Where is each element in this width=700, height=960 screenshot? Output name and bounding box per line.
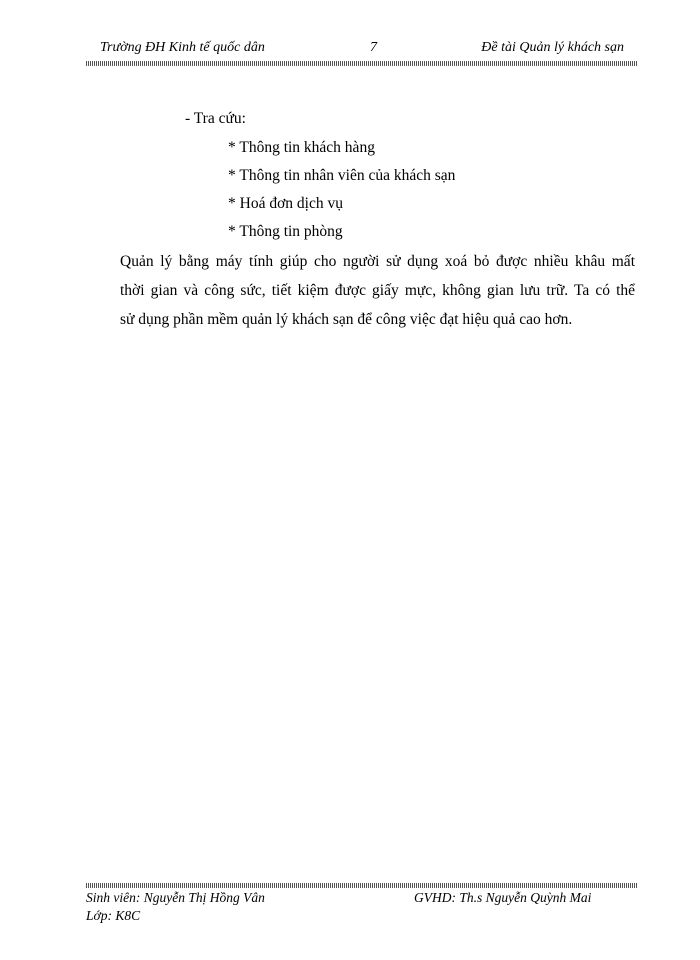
paragraph-line: Quản lý bằng máy tính giúp cho người sử dụng xoá bỏ được nhiều khâu mất bbox=[120, 253, 635, 270]
lookup-item: * Thông tin nhân viên của khách sạn bbox=[228, 167, 456, 184]
header-school: Trường ĐH Kinh tế quốc dân bbox=[100, 40, 265, 55]
lookup-item: * Thông tin khách hàng bbox=[228, 139, 375, 156]
page-header bbox=[86, 40, 638, 60]
lookup-heading: - Tra cứu: bbox=[185, 110, 246, 127]
page-number: 7 bbox=[370, 40, 377, 55]
footer-rule bbox=[86, 883, 638, 888]
header-rule bbox=[86, 61, 638, 66]
lookup-item: * Thông tin phòng bbox=[228, 223, 343, 240]
lookup-item: * Hoá đơn dịch vụ bbox=[228, 195, 343, 212]
paragraph-line: thời gian và công sức, tiết kiệm được giấy mực, không gian lưu trữ. Ta có thể bbox=[120, 282, 635, 299]
footer-advisor: GVHD: Th.s Nguyễn Quỳnh Mai bbox=[414, 890, 592, 905]
paragraph-line: sử dụng phần mềm quản lý khách sạn để công việc đạt hiệu quả cao hơn. bbox=[120, 311, 573, 328]
footer-student: Sinh viên: Nguyễn Thị Hồng Vân bbox=[86, 890, 265, 905]
footer-class: Lớp: K8C bbox=[86, 908, 141, 923]
header-topic: Đề tài Quản lý khách sạn bbox=[481, 40, 624, 55]
